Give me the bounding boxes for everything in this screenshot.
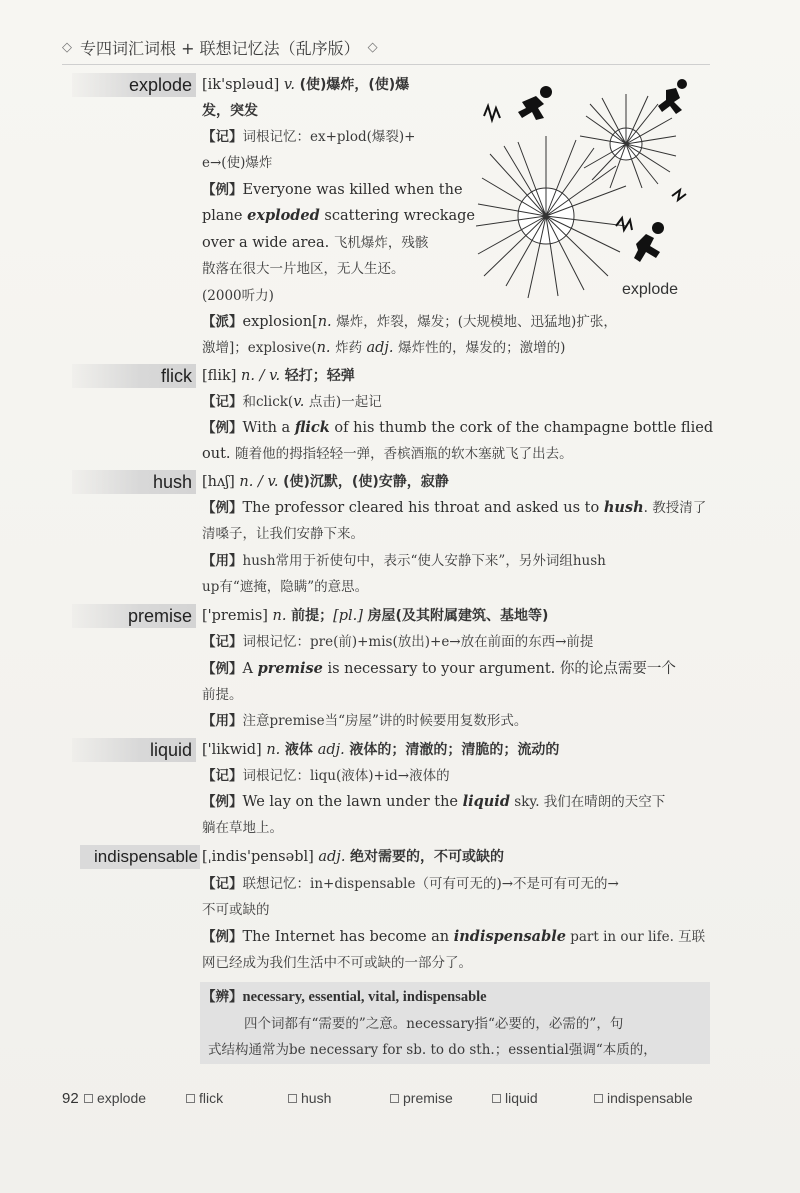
- premise-line-1: ['premis] n. 前提；[pl.] 房屋(及其附属建筑、基地等): [202, 608, 549, 624]
- headword-flick: flick: [72, 364, 196, 388]
- checkbox-icon: [390, 1094, 399, 1103]
- indispensable-line-7: 四个词都有“需要的”之意。necessary指“必要的，必需的”，句: [244, 1016, 624, 1032]
- explode-line-11: 激增]；explosive(n. 炸药 adj. 爆炸性的，爆发的；激增的): [202, 340, 566, 356]
- explode-line-5: 【例】Everyone was killed when the: [202, 182, 463, 198]
- figure-left: [518, 96, 544, 120]
- hush-line-2: 【例】The professor cleared his throat and asked us to hush. 教授清了: [202, 499, 707, 516]
- premise-line-2: 【记】词根记忆：pre(前)+mis(放出)+e→放在前面的东西→前提: [202, 634, 594, 650]
- explode-line-4: e→(使)爆炸: [202, 155, 273, 171]
- footer-word-explode: explode: [84, 1090, 146, 1106]
- hush-line-3: 清嗓子，让我们安静下来。: [202, 526, 364, 542]
- explode-line-3: 【记】词根记忆：ex+plod(爆裂)+: [202, 129, 416, 145]
- figure-right: [658, 88, 682, 114]
- illustration-caption: explode: [622, 281, 679, 298]
- indispensable-line-3: 不可或缺的: [202, 902, 270, 918]
- flick-line-2: 【记】和click(v. 点击)一起记: [202, 394, 382, 410]
- flick-line-1: [flik] n. / v. 轻打；轻弹: [202, 368, 355, 384]
- header-rule: [62, 64, 710, 65]
- burst-large: [476, 136, 626, 298]
- headword-hush: hush: [72, 470, 196, 494]
- hush-line-1: [hʌʃ] n. / v. (使)沉默，(使)安静，寂静: [202, 474, 449, 490]
- explode-line-6: plane exploded scattering wreckage: [202, 207, 475, 224]
- flick-line-4: out. 随着他的拇指轻轻一弹，香槟酒瓶的软木塞就飞了出去。: [202, 446, 573, 462]
- headword-premise: premise: [72, 604, 196, 628]
- page-number: 92: [62, 1090, 79, 1107]
- headword-liquid: liquid: [72, 738, 196, 762]
- liquid-line-2: 【记】词根记忆：liqu(液体)+id→液体的: [202, 768, 450, 784]
- premise-line-3: 【例】A premise is necessary to your argument. 你的论点需要一个: [202, 660, 676, 677]
- page-footer: [62, 1090, 710, 1112]
- figure-bottom: [634, 234, 660, 262]
- hush-line-5: up有“遮掩，隐瞒”的意思。: [202, 579, 369, 595]
- footer-word-flick: flick: [186, 1090, 223, 1106]
- checkbox-icon: [492, 1094, 501, 1103]
- liquid-line-1: ['likwid] n. 液体 adj. 液体的；清澈的；清脆的；流动的: [202, 742, 560, 758]
- footer-word-hush: hush: [288, 1090, 331, 1106]
- premise-line-5: 【用】注意premise当“房屋”讲的时候要用复数形式。: [202, 713, 528, 729]
- indispensable-line-2: 【记】联想记忆：in+dispensable（可有可无的)→不是可有可无的→: [202, 876, 619, 892]
- checkbox-icon: [594, 1094, 603, 1103]
- indispensable-line-6: 【辨】necessary, essential, vital, indispensable: [202, 989, 487, 1005]
- indispensable-line-4: 【例】The Internet has become an indispensable part in our life. 互联: [202, 928, 706, 945]
- checkbox-icon: [186, 1094, 195, 1103]
- footer-word-premise: premise: [390, 1090, 453, 1106]
- liquid-line-3: 【例】We lay on the lawn under the liquid sky. 我们在晴朗的天空下: [202, 793, 666, 810]
- headword-explode: explode: [72, 73, 196, 97]
- indispensable-line-1: [ˌindis'pensәbl] adj. 绝对需要的，不可或缺的: [202, 849, 505, 865]
- explode-line-10: 【派】explosion[n. 爆炸，炸裂，爆发；(大规模地、迅猛地)扩张，: [202, 314, 617, 330]
- liquid-line-4: 躺在草地上。: [202, 820, 283, 836]
- hush-line-4: 【用】hush常用于祈使句中，表示“使人安静下来”，另外词组hush: [202, 553, 606, 569]
- footer-word-liquid: liquid: [492, 1090, 538, 1106]
- premise-line-4: 前提。: [202, 687, 243, 703]
- running-header: [62, 34, 378, 60]
- checkbox-icon: [84, 1094, 93, 1103]
- diamond-icon: ◇: [367, 39, 378, 55]
- flick-line-3: 【例】With a flick of his thumb the cork of the champagne bottle flied: [202, 419, 714, 436]
- footer-word-indispensable: indispensable: [594, 1090, 693, 1106]
- explode-line-2: 发，突发: [202, 103, 258, 119]
- indispensable-line-8: 式结构通常为be necessary for sb. to do sth.；essential强调“本质的，: [208, 1042, 657, 1058]
- headword-indispensable: indispensable: [80, 845, 200, 869]
- explode-illustration: [476, 76, 712, 302]
- explode-line-1: [ik'splәud] v. (使)爆炸，(使)爆: [202, 77, 410, 93]
- explode-line-9: (2000听力): [202, 288, 274, 304]
- explode-line-8: 散落在很大一片地区，无人生还。: [202, 261, 405, 277]
- explode-line-7: over a wide area. 飞机爆炸，残骸: [202, 235, 429, 251]
- header-title: 专四词汇词根 + 联想记忆法（乱序版）: [80, 38, 360, 58]
- indispensable-line-5: 网已经成为我们生活中不可或缺的一部分了。: [202, 955, 472, 971]
- checkbox-icon: [288, 1094, 297, 1103]
- diamond-icon: ◇: [62, 39, 72, 55]
